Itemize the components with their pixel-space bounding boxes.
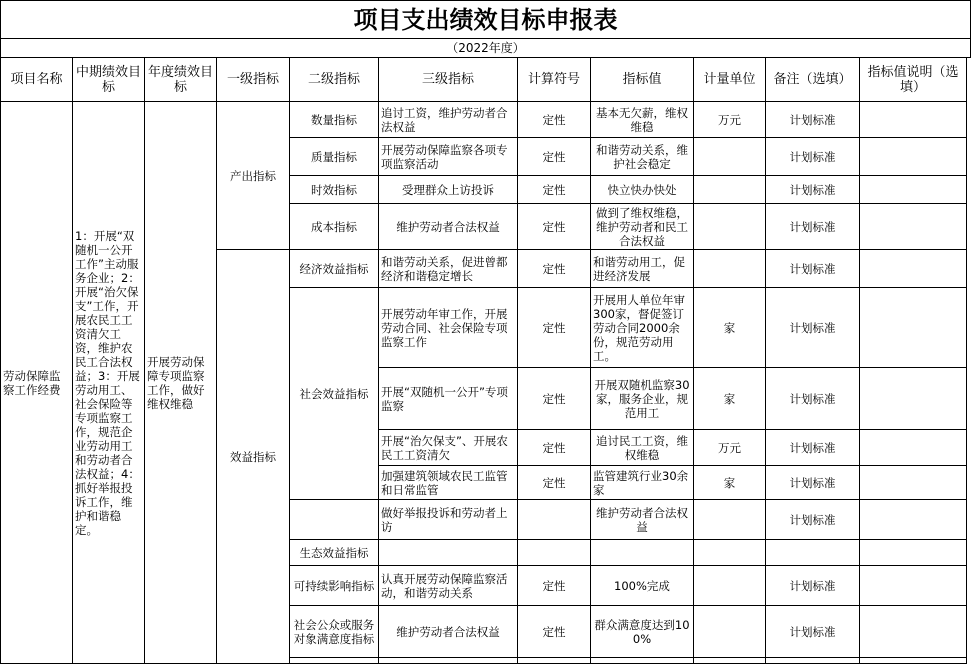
level1-output: 产出指标 — [217, 102, 290, 250]
form-title: 项目支出绩效目标申报表 — [0, 0, 971, 39]
project-name-cell: 劳动保障监察工作经费 — [1, 102, 73, 664]
explain-cell — [860, 566, 967, 606]
header-cell: 计算符号 — [518, 58, 591, 102]
value-cell: 开展双随机监察30家，服务企业，规范用工 — [591, 368, 694, 430]
value-cell: 开展用人单位年审300家，督促签订劳动合同2000余份，规范劳动用工。 — [591, 288, 694, 368]
level3-cell: 开展“双随机一公开”专项监察 — [379, 368, 518, 430]
level3-cell — [379, 540, 518, 566]
symbol-cell: 定性 — [518, 176, 591, 204]
explain-cell — [860, 430, 967, 466]
unit-cell — [694, 250, 766, 288]
explain-cell — [860, 250, 967, 288]
symbol-cell — [518, 540, 591, 566]
explain-cell — [860, 368, 967, 430]
unit-cell — [694, 176, 766, 204]
level3-cell: 认真开展劳动保障监察活动，和谐劳动关系 — [379, 566, 518, 606]
empty-cell — [860, 658, 967, 664]
note-cell: 计划标准 — [766, 466, 860, 500]
empty-cell — [379, 658, 518, 664]
level2-cell: 社会效益指标 — [290, 288, 379, 500]
symbol-cell: 定性 — [518, 288, 591, 368]
level3-cell: 开展劳动年审工作，开展劳动合同、社会保险专项监察工作 — [379, 288, 518, 368]
explain-cell — [860, 138, 967, 176]
note-cell: 计划标准 — [766, 250, 860, 288]
empty-cell — [290, 658, 379, 664]
symbol-cell: 定性 — [518, 138, 591, 176]
header-cell: 备注（选填） — [766, 58, 860, 102]
level3-cell: 加强建筑领域农民工监管和日常监管 — [379, 466, 518, 500]
value-cell: 快立快办快处 — [591, 176, 694, 204]
header-cell: 一级指标 — [217, 58, 290, 102]
note-cell: 计划标准 — [766, 606, 860, 658]
note-cell — [766, 540, 860, 566]
explain-cell — [860, 466, 967, 500]
performance-table — [0, 57, 967, 664]
explain-cell — [860, 204, 967, 250]
symbol-cell: 定性 — [518, 606, 591, 658]
symbol-cell: 定性 — [518, 204, 591, 250]
level3-cell: 受理群众上访投诉 — [379, 176, 518, 204]
note-cell: 计划标准 — [766, 176, 860, 204]
note-cell: 计划标准 — [766, 204, 860, 250]
level2-cell: 成本指标 — [290, 204, 379, 250]
unit-cell — [694, 138, 766, 176]
level2-cell: 生态效益指标 — [290, 540, 379, 566]
table-row — [1, 102, 967, 138]
unit-cell — [694, 540, 766, 566]
unit-cell: 家 — [694, 466, 766, 500]
note-cell: 计划标准 — [766, 500, 860, 540]
header-cell: 指标值 — [591, 58, 694, 102]
explain-cell — [860, 176, 967, 204]
value-cell — [591, 540, 694, 566]
value-cell: 群众满意度达到100% — [591, 606, 694, 658]
value-cell: 追讨民工工资，维权维稳 — [591, 430, 694, 466]
empty-cell — [694, 658, 766, 664]
note-cell: 计划标准 — [766, 288, 860, 368]
level3-cell: 开展劳动保障监察各项专项监察活动 — [379, 138, 518, 176]
empty-cell — [518, 658, 591, 664]
level2-cell: 时效指标 — [290, 176, 379, 204]
symbol-cell — [518, 500, 591, 540]
value-cell: 做到了维权维稳，维护劳动者和民工合法权益 — [591, 204, 694, 250]
symbol-cell: 定性 — [518, 368, 591, 430]
value-cell: 和谐劳动用工，促进经济发展 — [591, 250, 694, 288]
header-row — [1, 58, 967, 102]
annual-goal-cell: 开展劳动保障专项监察工作，做好维权维稳 — [145, 102, 217, 664]
header-cell: 项目名称 — [1, 58, 73, 102]
form-year: （2022年度） — [0, 38, 971, 58]
level3-cell: 和谐劳动关系，促进曾都经济和谐稳定增长 — [379, 250, 518, 288]
level2-cell: 可持续影响指标 — [290, 566, 379, 606]
note-cell: 计划标准 — [766, 430, 860, 466]
symbol-cell: 定性 — [518, 466, 591, 500]
empty-cell — [591, 658, 694, 664]
unit-cell: 万元 — [694, 102, 766, 138]
unit-cell: 家 — [694, 368, 766, 430]
symbol-cell: 定性 — [518, 250, 591, 288]
header-cell: 中期绩效目标 — [73, 58, 145, 102]
level2-cell: 数量指标 — [290, 102, 379, 138]
value-cell: 100%完成 — [591, 566, 694, 606]
note-cell: 计划标准 — [766, 102, 860, 138]
level1-benefit: 效益指标 — [217, 250, 290, 664]
explain-cell — [860, 288, 967, 368]
level2-cell: 社会公众或服务对象满意度指标 — [290, 606, 379, 658]
header-cell: 二级指标 — [290, 58, 379, 102]
explain-cell — [860, 102, 967, 138]
level3-cell: 维护劳动者合法权益 — [379, 606, 518, 658]
level3-cell: 追讨工资，维护劳动者合法权益 — [379, 102, 518, 138]
level3-cell: 开展“治欠保支”、开展农民工工资清欠 — [379, 430, 518, 466]
mid-goal-cell: 1：开展“双随机一公开工作”主动服务企业；2：开展“治欠保支”工作，开展农民工工资清欠工资，维护农民工合法权益；3：开展劳动用工、社会保险等专项监察工作，规范企业劳动用工和劳动者合法权益；4：抓好举报投诉工作，维护和谐稳定。 — [73, 102, 145, 664]
header-cell: 指标值说明（选填） — [860, 58, 967, 102]
empty-cell — [766, 658, 860, 664]
note-cell: 计划标准 — [766, 566, 860, 606]
explain-cell — [860, 500, 967, 540]
value-cell: 监管建筑行业30余家 — [591, 466, 694, 500]
unit-cell — [694, 606, 766, 658]
note-cell: 计划标准 — [766, 138, 860, 176]
unit-cell — [694, 500, 766, 540]
header-cell: 年度绩效目标 — [145, 58, 217, 102]
explain-cell — [860, 540, 967, 566]
symbol-cell: 定性 — [518, 102, 591, 138]
level3-cell: 做好举报投诉和劳动者上访 — [379, 500, 518, 540]
level2-cell: 经济效益指标 — [290, 250, 379, 288]
unit-cell: 万元 — [694, 430, 766, 466]
level2-cell: 质量指标 — [290, 138, 379, 176]
level2-cell — [290, 500, 379, 540]
note-cell: 计划标准 — [766, 368, 860, 430]
explain-cell — [860, 606, 967, 658]
header-cell: 三级指标 — [379, 58, 518, 102]
symbol-cell: 定性 — [518, 566, 591, 606]
header-cell: 计量单位 — [694, 58, 766, 102]
value-cell: 基本无欠薪，维权维稳 — [591, 102, 694, 138]
value-cell: 维护劳动者合法权益 — [591, 500, 694, 540]
value-cell: 和谐劳动关系，维护社会稳定 — [591, 138, 694, 176]
unit-cell — [694, 204, 766, 250]
unit-cell — [694, 566, 766, 606]
level3-cell: 维护劳动者合法权益 — [379, 204, 518, 250]
unit-cell: 家 — [694, 288, 766, 368]
symbol-cell: 定性 — [518, 430, 591, 466]
